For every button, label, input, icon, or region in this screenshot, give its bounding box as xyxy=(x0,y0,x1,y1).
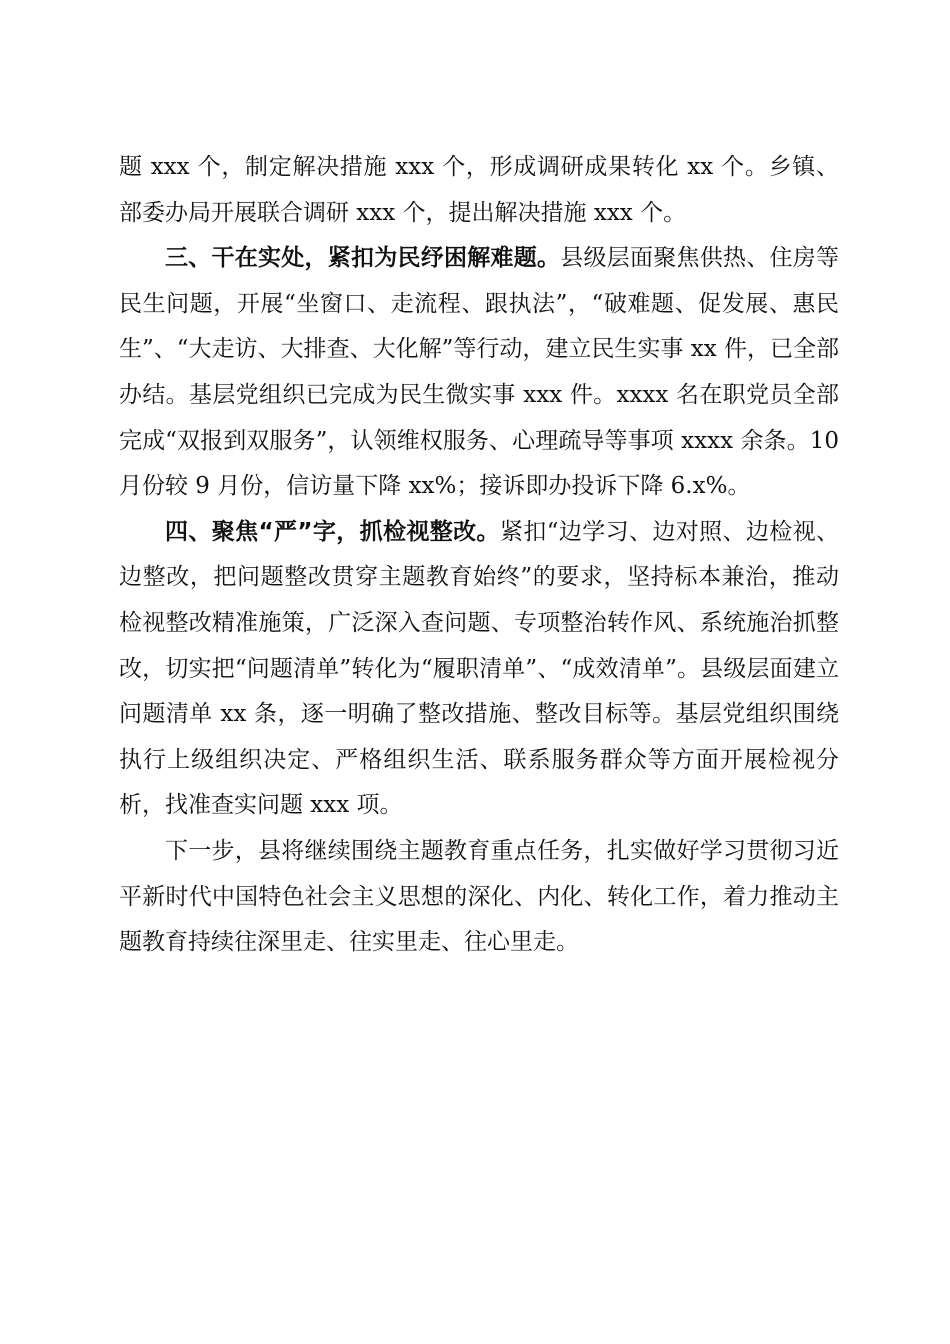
document-page xyxy=(119,145,839,966)
section-heading: 四、聚焦“严”字，抓检视整改。 xyxy=(165,518,500,545)
paragraph-continued xyxy=(119,145,839,236)
paragraph-section-four xyxy=(119,510,839,829)
section-heading: 三、干在实处，紧扣为民纾困解难题。 xyxy=(165,245,561,272)
paragraph-section-three xyxy=(119,236,839,510)
paragraph-text: 县级层面聚焦供热、住房等民生问题，开展“坐窗口、走流程、跟执法”，“破难题、促发展、惠民生”、“大走访、大排查、大化解”等行动，建立民生实事 xx 件，已全部办结。基层党组织已完成为民生微实事 xxx 件。xxxx 名在职党员全部完成“双报到双服务”，认领维权服务、心理疏导等事项 xxxx 余条。10 月份较 9 月份，信访量下降 xx%；接诉即办投诉下降 6.x%。 xyxy=(119,245,839,500)
paragraph-text: 题 xxx 个，制定解决措施 xxx 个，形成调研成果转化 xx 个。乡镇、部委办局开展联合调研 xxx 个，提出解决措施 xxx 个。 xyxy=(119,154,839,226)
paragraph-text: 下一步，县将继续围绕主题教育重点任务，扎实做好学习贯彻习近平新时代中国特色社会主义思想的深化、内化、转化工作，着力推动主题教育持续往深里走、往实里走、往心里走。 xyxy=(119,837,839,956)
paragraph-text: 紧扣“边学习、边对照、边检视、边整改，把问题整改贯穿主题教育始终”的要求，坚持标本兼治，推动检视整改精准施策，广泛深入查问题、专项整治转作风、系统施治抓整改，切实把“问题清单”转化为“履职清单”、“成效清单”。县级层面建立问题清单 xx 条，逐一明确了整改措施、整改目标等。基层党组织围绕执行上级组织决定、严格组织生活、联系服务群众等方面开展检视分析，找准查实问题 xxx 项。 xyxy=(119,518,840,819)
paragraph-next-step xyxy=(119,829,839,966)
